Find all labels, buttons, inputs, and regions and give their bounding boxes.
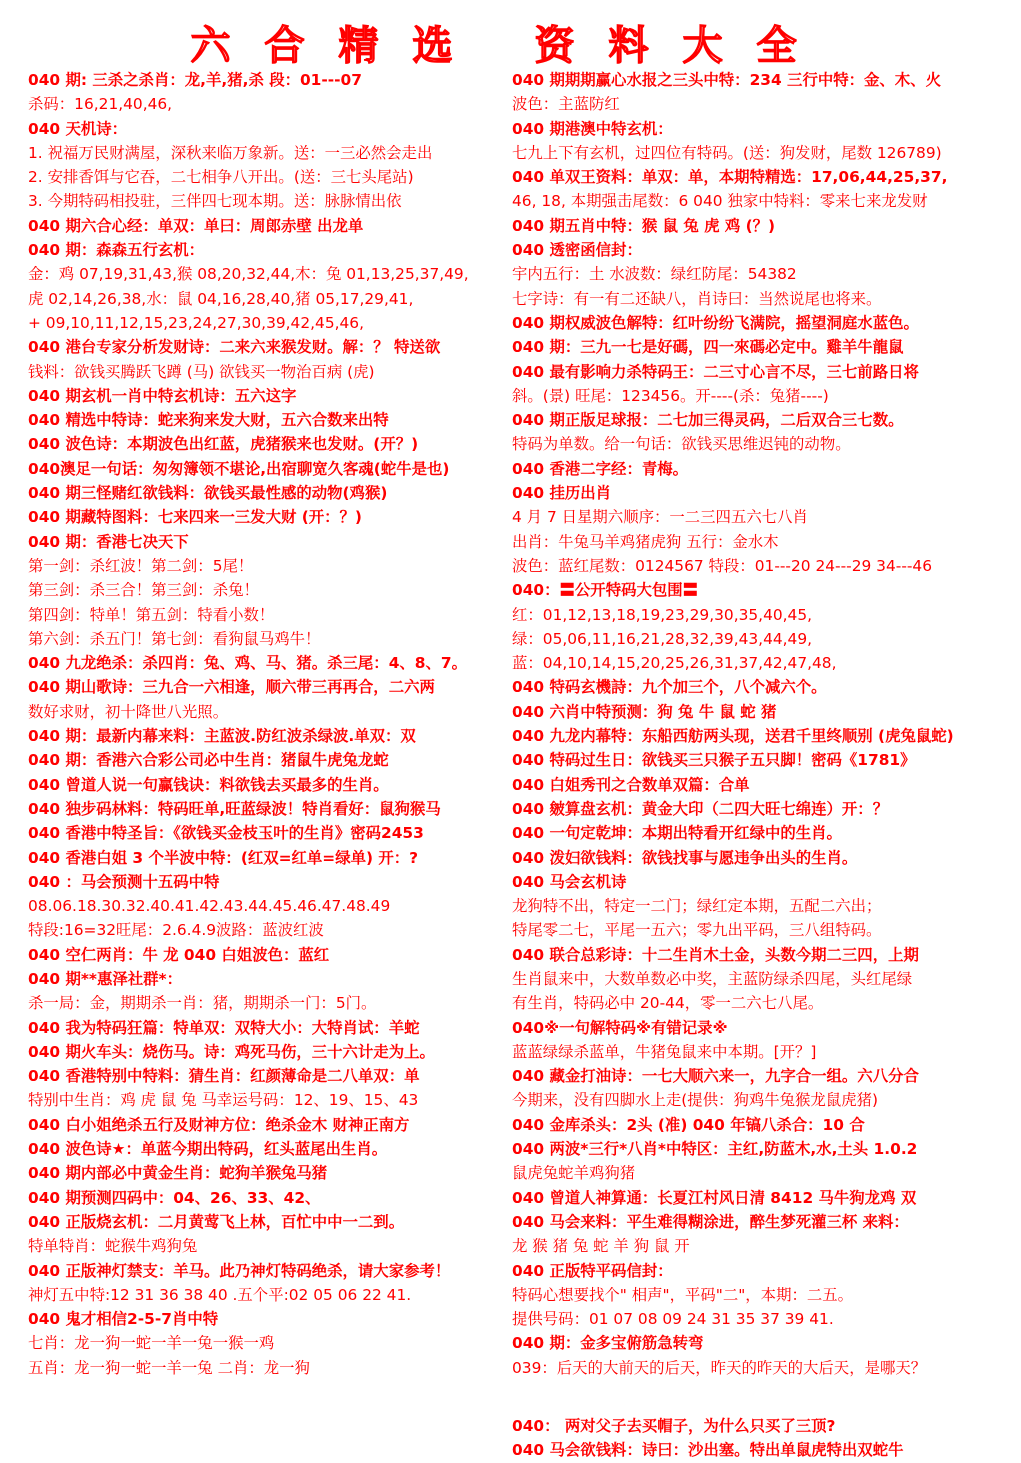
- right-column-line: 今期来，没有四脚水上走(提供：狗鸡牛兔猴龙鼠虎猪): [512, 1091, 878, 1110]
- left-column-line: 040 期藏特图料：七来四来一三发大财 (开：？): [28, 508, 362, 527]
- left-column-line: 神灯五中特:12 31 36 38 40 .五个平:02 05 06 22 41.: [28, 1285, 412, 1304]
- left-column-line: 08.06.18.30.32.40.41.42.43.44.45.46.47.48.49: [28, 897, 391, 916]
- left-column-line: 七肖：龙一狗一蛇一羊一兔一猴一鸡: [28, 1334, 275, 1353]
- right-column-line: 040 期：三九一七是好碼，四一來碼必定中。雞羊牛龍鼠: [512, 338, 904, 357]
- left-column-line: 040 期火车头：烧伤马。诗：鸡死马伤，三十六计走为上。: [28, 1042, 435, 1061]
- right-column-line: 龙 猴 猪 兔 蛇 羊 狗 鼠 开: [512, 1237, 690, 1256]
- right-column-line: 040 曾道人神算通：长夏江村风日清 8412 马牛狗龙鸡 双: [512, 1188, 917, 1207]
- right-column-line: 040：〓公开特码大包围〓: [512, 581, 699, 600]
- left-column-line: 数好求财，初十降世八光照。: [28, 702, 229, 721]
- left-column-line: 特段:16=32旺尾：2.6.4.9波路：蓝波红波: [28, 921, 324, 940]
- right-column-line: 波色：主蓝防红: [512, 95, 620, 114]
- left-column-line: 040 天机诗：: [28, 119, 128, 138]
- left-column-line: 040 鬼才相信2-5-7肖中特: [28, 1310, 219, 1329]
- right-column-line: 040 两波*三行*八肖*中特区：主红,防蓝木,水,土头 1.0.2: [512, 1140, 918, 1159]
- left-column-line: 040 正版烧玄机：二月黄莺飞上林，百忙中中一二到。: [28, 1212, 405, 1231]
- left-column-line: 040 精选中特诗：蛇来狗来发大财，五六合数来出特: [28, 411, 389, 430]
- left-column-line: 040 期三怪赌红欲钱料：欲钱买最性感的动物(鸡猴): [28, 484, 388, 503]
- left-column-line: 2. 安排香饵与它吞，二七相争八开出。(送：三七头尾站): [28, 168, 414, 187]
- left-column-line: 钱料：欲钱买腾跃飞蹲 (马) 欲钱买一物治百病 (虎): [28, 362, 375, 381]
- right-column-line: 生肖鼠来中，大数单数必中奖，主蓝防绿杀四尾，头红尾绿: [512, 969, 913, 988]
- right-column-line: 特码为单数。给一句话：欲钱买思维迟钝的动物。: [512, 435, 851, 454]
- right-column-line: 特尾零二七，平尾一五六；零九出平码，三八组特码。: [512, 921, 882, 940]
- left-column-line: 040 期：最新内幕来料：主蓝波.防红波杀绿波.单双：双: [28, 727, 416, 746]
- left-column-line: 五肖：龙一狗一蛇一羊一兔 二肖：龙一狗: [28, 1358, 310, 1377]
- left-column-line: 040 ：马会预测十五码中特: [28, 872, 220, 891]
- right-column-line: 宇内五行：土 水波数：绿红防尾：54382: [512, 265, 797, 284]
- right-column-line: 4 月 7 日星期六顺序：一二三四五六七八肖: [512, 508, 808, 527]
- right-column-line: 040 单双王资料：单双：单，本期特精选：17,06,44,25,37,: [512, 168, 948, 187]
- right-column-line: 040 期权威波色解特：红叶纷纷飞满院，摇望洞庭水蓝色。: [512, 313, 919, 332]
- left-column-line: 040 期山歌诗：三九合一六相逢，顺六带三再再合，二六两: [28, 678, 435, 697]
- page-title-text: 六合精选 资料大全: [190, 22, 831, 69]
- right-column-line: 有生肖，特码必中 20-44，零一二六七八尾。: [512, 994, 824, 1013]
- right-column-line: 040 期期期赢心水报之三头中特：234 三行中特：金、木、火: [512, 71, 941, 89]
- left-column-line: 1. 祝福万民财满屋，深秋来临万象新。送：一三必然会走出: [28, 143, 433, 162]
- right-column-line: 鼠虎兔蛇羊鸡狗猪: [512, 1164, 636, 1183]
- right-column-line: 红：01,12,13,18,19,23,29,30,35,40,45,: [512, 605, 813, 624]
- right-column-line: 040 期港澳中特玄机：: [512, 119, 673, 138]
- left-column-line: 040 期：香港六合彩公司必中生肖：猪鼠牛虎兔龙蛇: [28, 751, 389, 770]
- right-column-line: 绿：05,06,11,16,21,28,32,39,43,44,49,: [512, 629, 813, 648]
- left-column-line: 040 期: 三杀之杀肖：龙,羊,猪,杀 段：01---07: [28, 71, 362, 89]
- left-column-line: 040 我为特码狂篇：特单双：双特大小：大特肖试：羊蛇: [28, 1018, 420, 1037]
- right-column-line: 040 最有影响力杀特码王：二三寸心言不尽，三七前路日将: [512, 362, 919, 381]
- right-column-line: 出肖：牛兔马羊鸡猪虎狗 五行：金水木: [512, 532, 779, 551]
- right-column-line: 040 九龙内幕特：东船西舫两头现，送君千里终顺别 (虎兔鼠蛇): [512, 727, 954, 746]
- right-column-line: 蓝蓝绿绿杀蓝单，牛猪兔鼠来中本期。[开？]: [512, 1042, 817, 1061]
- right-column-line: 040 正版特平码信封：: [512, 1261, 673, 1280]
- left-column-line: 040 正版神灯禁支：羊马。此乃神灯特码绝杀，请大家参考！: [28, 1261, 451, 1280]
- right-column-line: 040 挂历出肖: [512, 484, 612, 503]
- right-column-line: 040 特码过生日：欲钱买三只猴子五只脚！密码《1781》: [512, 751, 916, 770]
- right-column-line: 040 期五肖中特：猴 鼠 兔 虎 鸡 (？): [512, 216, 776, 235]
- right-column-line: 七九上下有玄机，过四位有特码。(送：狗发财，尾数 126789): [512, 143, 942, 162]
- left-column-line: + 09,10,11,12,15,23,24,27,30,39,42,45,46,: [28, 313, 364, 332]
- left-column-line: 3. 今期特码相投驻，三伴四七现本期。送：脉脉情出依: [28, 192, 402, 211]
- left-column-line: 040 波色诗★：单蓝今期出特码，红头蓝尾出生肖。: [28, 1140, 388, 1159]
- right-column-line: 040 金库杀头：2头 (准) 040 年镐八杀合：10 合: [512, 1115, 865, 1134]
- left-column-line: 040 港台专家分析发财诗：二来六来猴发财。解：？ 特送欲: [28, 338, 441, 357]
- right-column-line: 46, 18, 本期强击尾数：6 040 独家中特料：零来七来龙发财: [512, 192, 928, 211]
- left-column-line: 040 香港特别中特料：猜生肖：红颜薄命是二八单双：单: [28, 1067, 420, 1086]
- left-column-line: 特别中生肖：鸡 虎 鼠 兔 马幸运号码：12、19、15、43: [28, 1091, 419, 1110]
- left-column-line: 040 期**惠泽社群*：: [28, 969, 182, 988]
- right-column-line: 040 透密函信封：: [512, 241, 642, 260]
- left-column-line: 040 期内部必中黄金生肖：蛇狗羊猴兔马猪: [28, 1164, 328, 1183]
- right-column-line: 040 香港二字经：青梅。: [512, 459, 689, 478]
- right-column-line: 040 一句定乾坤：本期出特看开红绿中的生肖。: [512, 824, 842, 843]
- right-column-line: 七字诗：有一有二还缺八，肖诗曰：当然说尾也将来。: [512, 289, 882, 308]
- left-column-line: 040 期：香港七决天下: [28, 532, 189, 551]
- left-column-line: 040 九龙绝杀：杀四肖：兔、鸡、马、猪。杀三尾：4、8、7。: [28, 654, 467, 673]
- left-column-line: 杀一局：金，期期杀一肖：猪，期期杀一门：5门。: [28, 994, 377, 1013]
- right-column-line: 040 特码玄機詩：九个加三个，八个减六个。: [512, 678, 827, 697]
- right-column-line: 040 六肖中特预测：狗 兔 牛 鼠 蛇 猪: [512, 702, 777, 721]
- right-column-line: 040 藏金打油诗：一七大顺六来一，九字合一组。六八分合: [512, 1067, 919, 1086]
- left-column-line: 040 空仁两肖：牛 龙 040 白姐波色：蓝红: [28, 945, 330, 964]
- left-column-line: 第四剑：特单！第五剑：特看小数！: [28, 605, 275, 624]
- right-column-line: 提供号码：01 07 08 09 24 31 35 37 39 41.: [512, 1310, 834, 1329]
- right-column-line: 龙狗特不出，特定一二门；绿红定本期，五配二六出；: [512, 897, 882, 916]
- right-column-line: 040 泼妇欲钱料：欲钱找事与愿违争出头的生肖。: [512, 848, 858, 867]
- left-column-line: 第三剑：杀三合！第三剑：杀兔！: [28, 581, 259, 600]
- left-column: [28, 68, 506, 1380]
- right-column-line: 040 期正版足球报：二七加三得灵码，二后双合三七数。: [512, 411, 904, 430]
- left-column-line: 杀码：16,21,40,46,: [28, 95, 173, 114]
- right-column-line: 040： 两对父子去买帽子，为什么只买了三顶?: [512, 1417, 836, 1436]
- right-column-line: 040 期：金多宝俯筋急转弯: [512, 1334, 704, 1353]
- right-column-line: 040 联合总彩诗：十二生肖木土金，头数今期二三四，上期: [512, 945, 919, 964]
- right-column-line: 039：后天的大前天的后天，昨天的昨天的大后天，是哪天？: [512, 1358, 927, 1377]
- right-column-line: 波色：蓝红尾数：0124567 特段：01---20 24---29 34---46: [512, 556, 933, 575]
- left-column-line: 金：鸡 07,19,31,43,猴 08,20,32,44,木：兔 01,13,25,37,49,: [28, 265, 469, 284]
- left-column-line: 特单特肖：蛇猴牛鸡狗兔: [28, 1237, 198, 1256]
- left-column-line: 040 白小姐绝杀五行及财神方位：绝杀金木 财神正南方: [28, 1115, 410, 1134]
- left-column-line: 第六剑：杀五门！第七剑：看狗鼠马鸡牛！: [28, 629, 321, 648]
- right-column-line: 040※一句解特码※有错记录※: [512, 1018, 728, 1037]
- right-column-line: 040 马会欲钱料：诗曰：沙出塞。特出单鼠虎特出双蛇牛: [512, 1441, 904, 1460]
- right-column-line: 040 马会玄机诗: [512, 872, 627, 891]
- left-column-line: 040 波色诗：本期波色出红蓝，虎猪猴来也发财。(开？): [28, 435, 419, 454]
- page-title: [0, 14, 1021, 70]
- right-column-line: 蓝：04,10,14,15,20,25,26,31,37,42,47,48,: [512, 654, 837, 673]
- right-column-line: 斜。(景) 旺尾：123456。开----(杀：兔猪----): [512, 386, 829, 405]
- left-column-line: 040 期六合心经：单双：单曰：周郎赤壁 出龙单: [28, 216, 364, 235]
- left-column-line: 040 独步码林料：特码旺单,旺蓝绿波！特肖看好：鼠狗猴马: [28, 799, 441, 818]
- left-column-line: 040 期玄机一肖中特玄机诗：五六这字: [28, 386, 297, 405]
- left-column-line: 040 香港中特圣旨：《欲钱买金枝玉叶的生肖》密码2453: [28, 824, 424, 843]
- right-column-line: 040 皴算盘玄机：黄金大印（二四大旺七绵连）开：？: [512, 799, 889, 818]
- right-column: [512, 68, 992, 1463]
- left-column-line: 040 香港白姐 3 个半波中特：(红双=红单=绿单) 开：?: [28, 848, 419, 867]
- right-column-line: 特码心想要找个" 相声"，平码"二"，本期：二五。: [512, 1285, 854, 1304]
- right-column-line: 040 白姐秀刊之合数单双篇：合单: [512, 775, 750, 794]
- left-column-line: 040 期：森森五行玄机：: [28, 241, 205, 260]
- left-column-line: 040 曾道人说一句赢钱诀：料欲钱去买最多的生肖。: [28, 775, 389, 794]
- left-column-line: 第一剑：杀红波！第二剑：5尾！: [28, 556, 254, 575]
- left-column-line: 040 期预测四码中：04、26、33、42、: [28, 1188, 321, 1207]
- right-column-line: 040 马会来料：平生难得糊涂进，醉生梦死灌三杯 来料：: [512, 1212, 909, 1231]
- left-column-line: 虎 02,14,26,38,水：鼠 04,16,28,40,猪 05,17,29,41,: [28, 289, 414, 308]
- left-column-line: 040澳足一句话：匆匆簿领不堪论,出宿聊宽久客魂(蛇牛是也): [28, 459, 450, 478]
- right-column-line: [512, 1380, 992, 1414]
